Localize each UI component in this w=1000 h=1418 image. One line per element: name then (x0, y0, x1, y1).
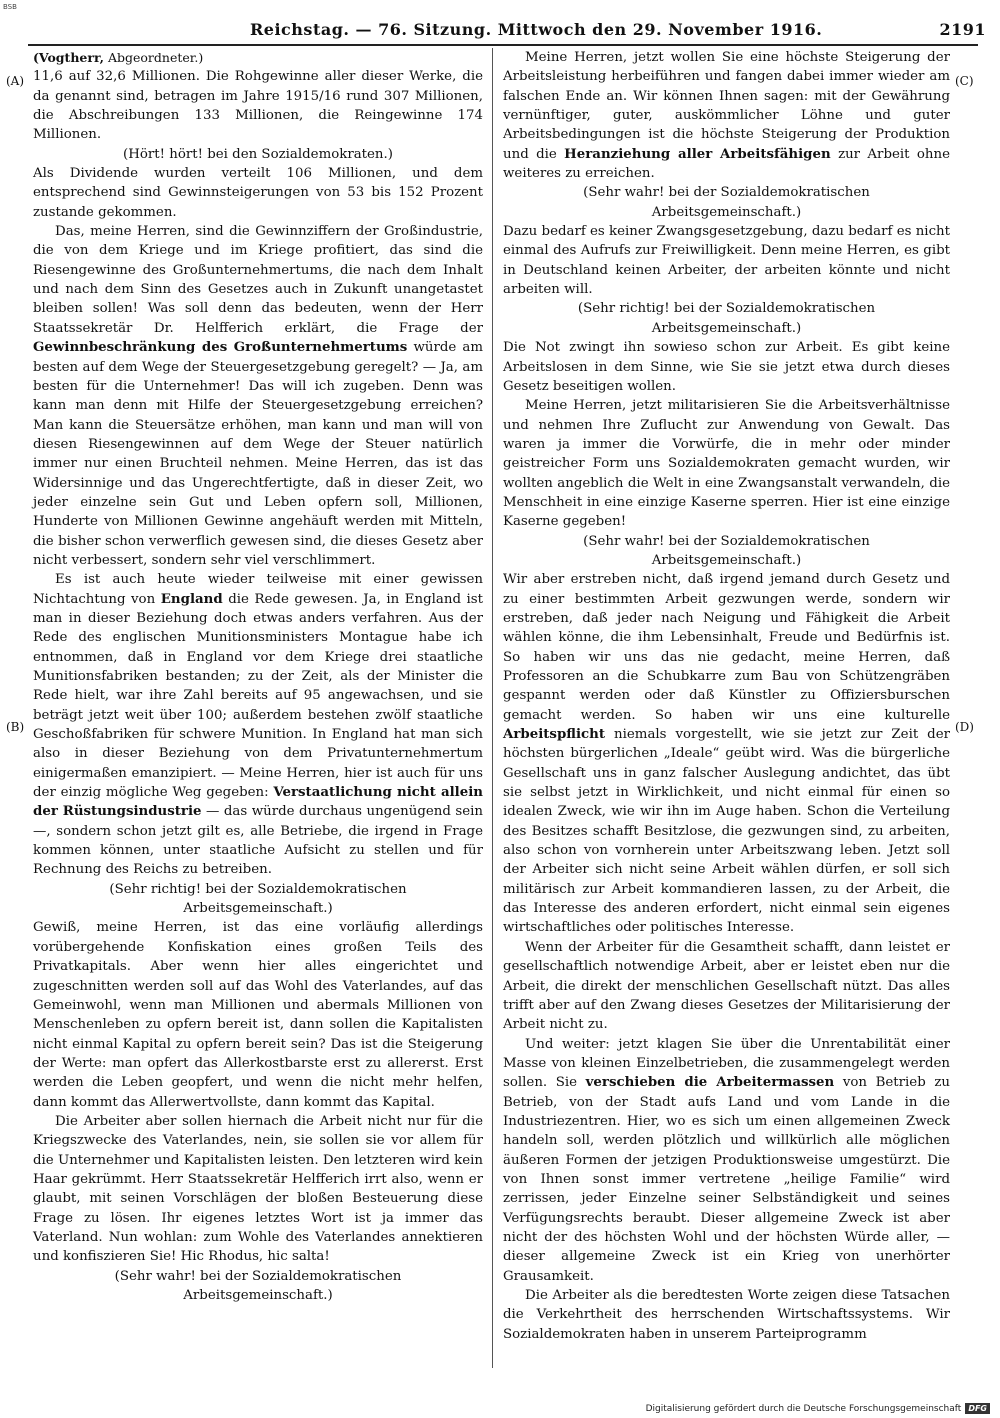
dfg-logo: DFG (965, 1403, 990, 1414)
paragraph: Die Not zwingt ihn sowieso schon zur Arbeit. Es gibt keine Arbeitslosen in dem Sinne, wie Sie sie jetzt etwa durch dieses Gesetz beseitigen wollen. (503, 340, 950, 394)
page-header (0, 20, 1000, 44)
paragraph: Als Dividende wurden verteilt 106 Millionen, und dem entsprechend sind Gewinnsteigerungen von 53 bis 152 Prozent zustande gekommen. (33, 166, 483, 220)
paragraph: Und weiter: jetzt klagen Sie über die Unrentabilität einer Masse von kleinen Einzelbetrieben, die zusammengelegt werden sollen. Sie verschieben die Arbeitermassen von Betrieb zu Betrieb, von der Stadt aufs Land und vom Lande in die Industriezentren. Hier, wo es sich um einen allgemeinen Zweck handeln soll, werden plötzlich und willkürlich alle möglichen äußeren Formen der jetzigen Produktionsweise umgestürzt. Die von Ihnen sonst immer vertretene „heilige Familie“ wird zerrissen, jeder Einzelne seiner Selbständigkeit und seines Verfügungsrechts beraubt. Dieser allgemeine Zweck ist aber nicht der des höchsten Wohl und der höchsten Würde aller, — dieser allgemeine Zweck ist ein Krieg von unerhörter Grausamkeit. (503, 1036, 950, 1284)
paragraph: Wenn der Arbeiter für die Gesamtheit schafft, dann leistet er gesellschaftlich notwendige Arbeit, aber er leistet eben nur die Arbeit, die direkt der menschlichen Gesellschaft nützt. Das alles trifft aber auf den Zwang dieses Gesetzes der Militarisierung der Arbeit nicht zu. (503, 939, 950, 1033)
right-column (503, 48, 950, 1344)
emphasis: England (160, 590, 223, 607)
margin-mark-d: (D) (955, 720, 974, 734)
paragraph: 11,6 auf 32,6 Millionen. Die Rohgewinne aller dieser Werke, die da genannt sind, betragen im Jahre 1915/16 rund 307 Millionen, die Abschreibungen 133 Millionen, die Reingewinne 174 Millionen. (33, 69, 483, 143)
source-mark: BSB (3, 3, 17, 11)
margin-mark-c: (C) (955, 74, 974, 88)
interjection: (Sehr richtig! bei der Sozialdemokratischen Arbeitsgemeinschaft.) (577, 301, 876, 336)
paragraph: Meine Herren, jetzt wollen Sie eine höchste Steigerung der Arbeitsleistung herbeiführen und fangen dabei immer wieder am falschen Ende an. Wir können Ihnen sagen: mit der Gewährung vernünftiger, guter, auskömmlicher Löhne und guter Arbeitsbedingungen ist die höchste Steigerung der Produktion und die Heranziehung aller Arbeitsfähigen zur Arbeit ohne weiteres zu erreichen. (503, 50, 950, 182)
emphasis: Gewinnbeschränkung des Großunternehmertums (33, 339, 408, 356)
column-divider (492, 48, 493, 1368)
emphasis: Arbeitspflicht (503, 726, 606, 743)
running-title: Reichstag. — 76. Sitzung. Mittwoch den 29. November 1916. (250, 20, 823, 39)
digitization-credit: Digitalisierung gefördert durch die Deutsche Forschungsgemeinschaft (645, 1403, 962, 1414)
paragraph: Wir aber erstreben nicht, daß irgend jemand durch Gesetz und zu einer bestimmten Arbeit gezwungen werde, sondern wir erstreben, daß jeder nach Neigung und Fähigkeit die Arbeit wählen könne, die ihm Lebensinhalt, Freude und Bedürfnis ist. So haben wir uns das nie gedacht, meine Herren, daß Professoren an die Schubkarre zum Bau von Schützengräben gespannt werden oder daß Künstler zu Offiziersburschen gemacht werden. So haben wir uns eine kulturelle Arbeitspflicht niemals vorgestellt, wie sie jetzt zur Zeit der höchsten bürgerlichen „Ideale“ geübt wird. Was die bürgerliche Gesellschaft uns in ganz falscher Auslegung andichtet, das übt sie selbst jetzt in Wirklichkeit, und nicht einmal für einen so idealen Zweck, wie wir ihn im Auge haben. Schon die Verteilung des Besitzes schafft Besitzlose, die gezwungen sind, zu arbeiten, also schon von vornherein unter Arbeitszwang leben. Jetzt soll der Arbeiter sich nicht seine Arbeit wählen dürfen, er soll sich militärisch zur Arbeit kommandieren lassen, zu der Arbeit, die das Interesse des anderen erfordert, nicht einmal sein eigenes wirtschaftliches oder politisches Interesse. (503, 572, 950, 936)
interjection: (Sehr richtig! bei der Sozialdemokratischen Arbeitsgemeinschaft.) (109, 881, 407, 917)
page-number: 2191 (939, 20, 986, 39)
paragraph: Meine Herren, jetzt militarisieren Sie die Arbeitsverhältnisse und nehmen Ihre Zuflucht zur Anwendung von Gewalt. Das waren ja immer die Vorwürfe, die in mehr oder minder geistreicher Form uns Sozialdemokraten gemacht wurden, wir wollten angeblich die Welt in eine Zwangsanstalt verwandeln, die Menschheit in eine einzige Kaserne sperren. Hier ist eine einzige Kaserne gegeben! (503, 398, 950, 530)
paragraph: Das, meine Herren, sind die Gewinnziffern der Großindustrie, die von dem Kriege und im Kriege profitiert, das sind die Riesengewinne des Großunternehmertums, die nach dem Inhalt und nach dem Sinn des Gesetzes auch in Zukunft unangetastet bleiben sollen! Was soll denn das bedeuten, wenn der Herr Staatssekretär Dr. Helfferich erklärt, die Frage der Gewinnbeschränkung des Großunternehmertums würde am besten auf dem Wege der Steuergesetzgebung geregelt? — Ja, am besten für die Unternehmer! Das will ich zugeben. Denn was kann man denn mit Hilfe der Steuergesetzgebung erreichen? Man kann die Steuersätze erhöhen, man kann und man will von diesen Riesengewinnen auf dem Wege der Steuer natürlich immer nur einen Bruchteil nehmen. Meine Herren, das ist das Widersinnige und das Ungerechtfertigte, daß in dieser Zeit, wo jeder einzelne sein Gut und Leben opfern soll, Millionen, Hunderte von Millionen Gewinne angehäuft werden mit Mitteln, die bisher schon verwerflich gewesen sind, die dieses Gesetz aber nicht verbessert, sondern sehr viel verschlimmert. (33, 224, 483, 568)
interjection: (Hört! hört! bei den Sozialdemokraten.) (123, 146, 393, 162)
interjection: (Sehr wahr! bei der Sozialdemokratischen Arbeitsgemeinschaft.) (114, 1268, 402, 1303)
paragraph: Es ist auch heute wieder teilweise mit einer gewissen Nichtachtung von England die Rede gewesen. Ja, in England ist man in dieser Beziehung doch etwas anders verfahren. Aus der Rede des englischen Munitionsministers Montague habe ich entnommen, daß in England vor dem Kriege drei staatliche Munitionsfabriken bestanden; zu der Zeit, als der Minister die Rede hielt, war ihre Zahl bereits auf 95 angewachsen, und sie beträgt jetzt weit über 100; außerdem bestehen zwölf staatliche Geschoßfabriken für schwere Munition. In England hat man sich also in dieser Beziehung von dem Privatunternehmertum einigermaßen emanzipiert. — Meine Herren, hier ist auch für uns der einzig mögliche Weg gegeben: Verstaatlichung nicht allein der Rüstungsindustrie — das würde durchaus ungenügend sein —, sondern schon jetzt gilt es, alle Betriebe, die irgend in Frage kommen können, unter staatliche Aufsicht zu stellen und für Rechnung des Reichs zu betreiben. (33, 572, 484, 878)
emphasis: Heranziehung aller Arbeitsfähigen (564, 145, 831, 162)
margin-mark-b: (B) (6, 720, 25, 734)
header-rule (28, 44, 978, 46)
speaker-line (33, 48, 483, 67)
speaker-role: Abgeordneter.) (107, 50, 204, 65)
footer (646, 1403, 990, 1414)
paragraph: Dazu bedarf es keiner Zwangsgesetzgebung, dazu bedarf es nicht einmal des Aufrufs zur Freiwilligkeit. Denn meine Herren, es gibt in Deutschland keinen Arbeiter, der arbeiten könnte und nicht arbeiten will. (503, 224, 950, 298)
paragraph: Die Arbeiter als die beredtesten Worte zeigen diese Tatsachen die Verkehrtheit des herrschenden Wirtschaftssystems. Wir Sozialdemokraten haben in unserem Parteiprogramm (503, 1288, 950, 1342)
left-column (33, 48, 483, 1305)
paragraph: Die Arbeiter aber sollen hiernach die Arbeit nicht nur für die Kriegszwecke des Vaterlandes, nein, sie sollen sie vor allem für die Unternehmer und Kapitalisten leisten. Den letzteren wird kein Haar gekrümmt. Herr Staatssekretär Helfferich irrt also, wenn er glaubt, mit seinen Vorschlägen der bloßen Besteuerung diese Frage zu lösen. Ihr eigenes letztes Wort ist ja immer das Vaterland. Nun wohlan: zum Wohle des Vaterlandes annektieren und konfiszieren Sie! Hic Rhodus, hic salta! (33, 1113, 483, 1265)
emphasis: verschieben die Arbeitermassen (585, 1074, 835, 1091)
margin-mark-a: (A) (6, 74, 25, 88)
paragraph: Gewiß, meine Herren, ist das eine vorläufig allerdings vorübergehende Konfiskation eines großen Teils des Privatkapitals. Aber wenn hier alles eingerichtet und zugeschnitten werden soll auf das Wohl des Vaterlandes, auf das Gemeinwohl, wenn man Millionen und abermals Millionen von Menschenleben zu opfern bereit ist, dann sollen die Kapitalisten nicht einmal Kapital zu opfern bereit sein? Das ist die Steigerung der Werte: man opfert das Allerkostbarste erst zu allererst. Erst werden die Leben geopfert, und wenn die nicht mehr helfen, dann kommt das Allerwertvollste, dann kommt das Kapital. (33, 920, 483, 1110)
interjection: (Sehr wahr! bei der Sozialdemokratischen Arbeitsgemeinschaft.) (583, 185, 870, 220)
emphasis: Verstaatlichung nicht allein der Rüstungsindustrie (33, 784, 483, 820)
speaker-name: (Vogtherr, (33, 50, 104, 65)
interjection: (Sehr wahr! bei der Sozialdemokratischen Arbeitsgemeinschaft.) (583, 533, 870, 568)
